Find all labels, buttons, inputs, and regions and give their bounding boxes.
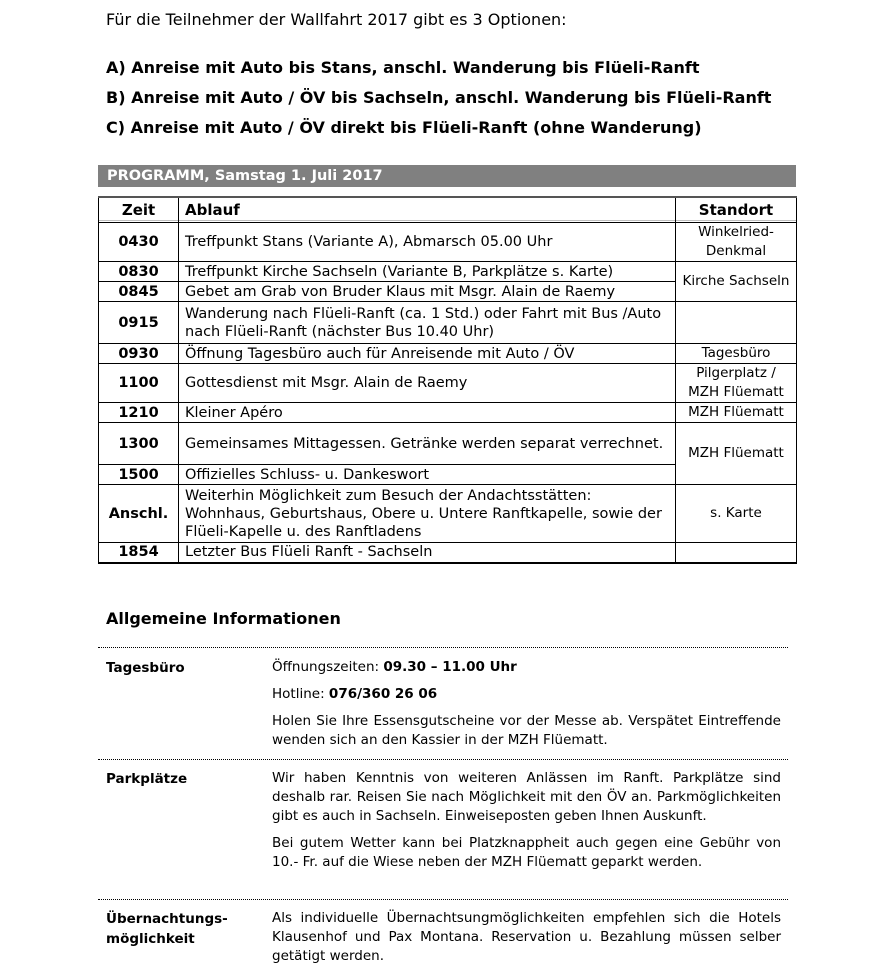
- info-section-uebernachtung: [106, 909, 781, 963]
- opening-hours-value: 09.30 – 11.00 Uhr: [383, 659, 517, 675]
- row-place: [676, 302, 797, 344]
- info-body: [272, 909, 781, 974]
- row-activity: Treffpunkt Stans (Variante A), Abmarsch 05.00 Uhr: [179, 223, 676, 262]
- row-time: 1854: [99, 543, 179, 563]
- options-list: [106, 56, 771, 146]
- table-row: [99, 403, 797, 423]
- opening-hours-label: Öffnungszeiten:: [272, 659, 384, 675]
- table-row: [99, 344, 797, 364]
- row-time: 1210: [99, 403, 179, 423]
- info-paragraph: Als individuelle Übernachtsungmöglichkeiten empfehlen sich die Hotels Klausenhof und Pax Montana. Reservation u. Bezahlung müssen selber getätigt werden.: [272, 910, 781, 964]
- row-time: Anschl.: [99, 485, 179, 543]
- opening-hours: [272, 658, 781, 677]
- row-place: Winkelried-Denkmal: [676, 223, 797, 262]
- info-label: Parkplätze: [106, 771, 188, 787]
- program-table: [98, 196, 796, 564]
- row-time: 1500: [99, 465, 179, 485]
- row-activity: Kleiner Apéro: [179, 403, 676, 423]
- row-place: MZH Flüematt: [676, 403, 797, 423]
- row-place: MZH Flüematt: [676, 423, 797, 485]
- table-row: [99, 223, 797, 262]
- info-label: Tagesbüro: [106, 660, 185, 676]
- row-place: Kirche Sachseln: [676, 262, 797, 302]
- row-place: Pilgerplatz / MZH Flüematt: [676, 364, 797, 403]
- row-activity: Gemeinsames Mittagessen. Getränke werden separat verrechnet.: [179, 423, 676, 465]
- table-row: [99, 485, 797, 543]
- hotline-label: Hotline:: [272, 686, 329, 702]
- info-paragraph: Wir haben Kenntnis von weiteren Anlässen im Ranft. Parkplätze sind deshalb rar. Reisen Sie nach Möglichkeit mit den ÖV an. Parkmöglichkeiten gibt es auch in Sachseln. Einweiseposten geben Ihnen Auskunft.: [272, 770, 781, 824]
- column-header-time: Zeit: [99, 197, 179, 223]
- column-header-activity: Ablauf: [179, 197, 676, 223]
- row-place: Tagesbüro: [676, 344, 797, 364]
- divider: [98, 759, 788, 760]
- option-c: C) Anreise mit Auto / ÖV direkt bis Flüeli-Ranft (ohne Wanderung): [106, 118, 702, 137]
- row-time: 1100: [99, 364, 179, 403]
- row-time: 0830: [99, 262, 179, 282]
- row-activity: Gebet am Grab von Bruder Klaus mit Msgr. Alain de Raemy: [179, 282, 676, 302]
- row-activity: Letzter Bus Flüeli Ranft - Sachseln: [179, 543, 676, 563]
- option-a: A) Anreise mit Auto bis Stans, anschl. Wanderung bis Flüeli-Ranft: [106, 58, 700, 77]
- info-label: Übernachtungs-möglichkeit: [106, 911, 228, 947]
- table-row: [99, 364, 797, 403]
- row-time: 1300: [99, 423, 179, 465]
- column-header-place: Standort: [676, 197, 797, 223]
- info-body: [272, 658, 781, 758]
- row-time: 0930: [99, 344, 179, 364]
- hotline-value: 076/360 26 06: [328, 686, 438, 702]
- row-time: 0845: [99, 282, 179, 302]
- row-place: [676, 543, 797, 563]
- row-time: 0430: [99, 223, 179, 262]
- intro-text: Für die Teilnehmer der Wallfahrt 2017 gibt es 3 Optionen:: [106, 10, 567, 29]
- program-header: PROGRAMM, Samstag 1. Juli 2017: [98, 165, 796, 187]
- general-info-title: Allgemeine Informationen: [106, 609, 341, 628]
- row-place: s. Karte: [676, 485, 797, 543]
- row-activity: Wanderung nach Flüeli-Ranft (ca. 1 Std.) oder Fahrt mit Bus /Auto nach Flüeli-Ranft (nächster Bus 10.40 Uhr): [179, 302, 676, 344]
- table-row: [99, 423, 797, 465]
- row-activity: Öffnung Tagesbüro auch für Anreisende mit Auto / ÖV: [179, 344, 676, 364]
- row-activity: Gottesdienst mit Msgr. Alain de Raemy: [179, 364, 676, 403]
- row-activity: Offizielles Schluss- u. Dankeswort: [179, 465, 676, 485]
- table-row: [99, 262, 797, 282]
- hotline: [272, 685, 781, 704]
- divider: [98, 899, 788, 900]
- table-row: [99, 543, 797, 563]
- table-row: [99, 302, 797, 344]
- info-section-parkplaetze: [106, 769, 781, 895]
- divider: [98, 647, 788, 648]
- option-b: B) Anreise mit Auto / ÖV bis Sachseln, anschl. Wanderung bis Flüeli-Ranft: [106, 88, 772, 107]
- info-paragraph: Holen Sie Ihre Essensgutscheine vor der Messe ab. Verspätet Eintreffende wenden sich an den Kassier in der MZH Flüematt.: [272, 713, 781, 748]
- row-activity: Weiterhin Möglichkeit zum Besuch der Andachtsstätten: Wohnhaus, Geburtshaus, Obere u. Untere Ranftkapelle, sowie der Flüeli-Kapelle u. des Ranftladens: [179, 485, 676, 543]
- row-time: 0915: [99, 302, 179, 344]
- info-section-tagesbuero: [106, 658, 781, 754]
- row-activity: Treffpunkt Kirche Sachseln (Variante B, Parkplätze s. Karte): [179, 262, 676, 282]
- info-paragraph: Bei gutem Wetter kann bei Platzknappheit auch gegen eine Gebühr von 10.- Fr. auf die Wiese neben der MZH Flüematt geparkt werden.: [272, 835, 781, 870]
- info-body: [272, 769, 781, 880]
